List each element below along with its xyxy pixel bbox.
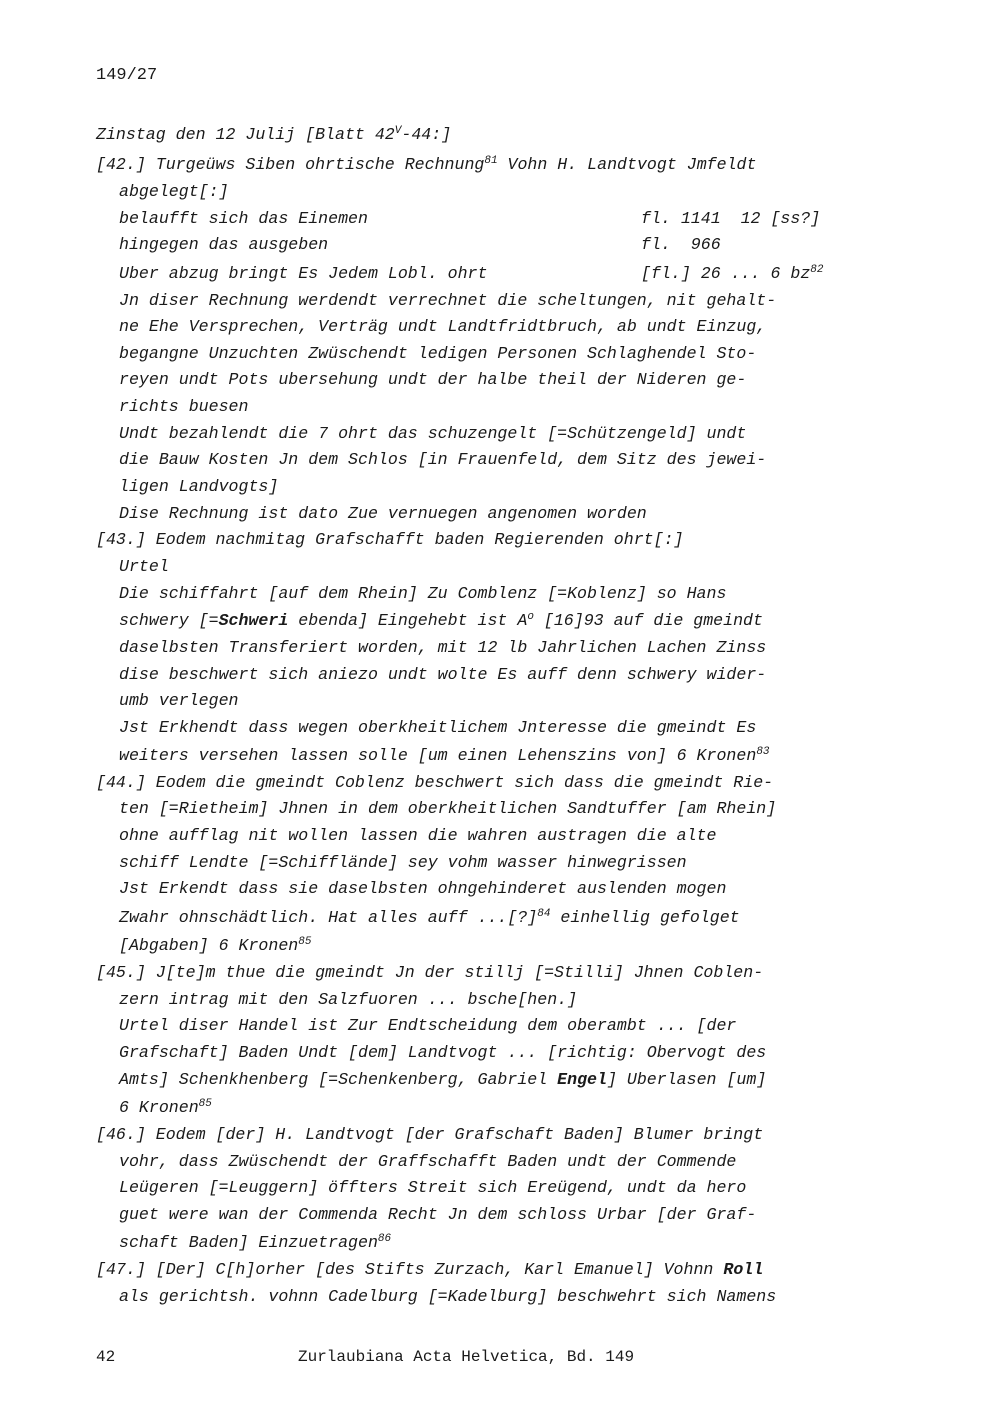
text-line: dise beschwert sich aniezo undt wolte Es auff denn schwery wider- [119,665,767,684]
text-line: Leügeren [=Leuggern] öffters Streit sich Ereügend, undt da hero [119,1178,747,1197]
text-line: Dise Rechnung ist dato Zue vernuegen angenomen worden [119,504,647,523]
text-line: Die schiffahrt [auf dem Rhein] Zu Comblenz [=Koblenz] so Hans [119,584,727,603]
page-reference: 149/27 [96,66,158,85]
text-line: weiters versehen lassen solle [um einen Lehenszins von] 6 Kronen$^{83}$ [119,746,770,765]
text-line: Jst Erkhendt dass wegen oberkheitlichem Jnteresse die gmeindt Es [119,718,757,737]
text-line: ohne aufflag nit wollen lassen die wahren austragen die alte [119,826,717,845]
entry-44-heading: [44.] Eodem die gmeindt Coblenz beschwert sich dass die gmeindt Rie- [96,773,774,792]
text-line: zern intrag mit den Salzfuoren ... bsche[hen.] [119,990,578,1009]
text-line: Urtel [119,557,169,576]
text-line: schiff Lendte [=Schifflände] sey vohm wasser hinwegrissen [119,853,687,872]
entry-46-heading: [46.] Eodem [der] H. Landtvogt [der Grafschaft Baden] Blumer bringt [96,1125,764,1144]
text-line: ligen Landvogts] [119,477,279,496]
text-line: Grafschaft] Baden Undt [dem] Landtvogt ... [richtig: Obervogt des [119,1043,767,1062]
text-line: ne Ehe Versprechen, Verträg undt Landtfridtbruch, ab undt Einzug, [119,317,767,336]
entry-47-heading: [47.] [Der] C[h]orher [des Stifts Zurzach, Karl Emanuel] Vohnn Roll [96,1260,764,1279]
text-line: als gerichtsh. vohnn Cadelburg [=Kadelburg] beschwehrt sich Namens [119,1287,777,1306]
ledger-label: belaufft sich das Einemen [119,209,368,228]
text-line: schwery [=Schweri ebenda] Eingehebt ist $A^o$ [16]93 auf die gmeindt [119,611,763,630]
ledger-amount: [fl.] 26 ... 6 $bz^{82}$ [641,264,824,283]
entry-45-heading: [45.] J[te]m thue die gmeindt Jn der stillj [=Stilli] Jhnen Coblen- [96,963,764,982]
ledger-amount: fl. 1141 12 [ss?] [641,209,821,228]
text-line: schaft Baden] Einzuetragen$^{86}$ [119,1233,392,1252]
text-line: reyen undt Pots ubersehung undt der halbe theil der Nideren ge- [119,370,747,389]
text-line: 6 Kronen$^{85}$ [119,1098,212,1117]
text-line: Undt bezahlendt die 7 ohrt das schuzengelt [=Schützengeld] undt [119,424,747,443]
text-line: daselbsten Transferiert worden, mit 12 lb Jahrlichen Lachen Zinss [119,638,767,657]
text-line: richts buesen [119,397,249,416]
text-line: die Bauw Kosten Jn dem Schlos [in Frauenfeld, dem Sitz des jewei- [119,450,767,469]
text-line: Amts] Schenkhenberg [=Schenkenberg, Gabriel Engel] Uberlasen [um] [119,1070,767,1089]
text-line: Jst Erkendt dass sie daselbsten ohngehinderet auslenden mogen [119,879,727,898]
date-heading: Zinstag den 12 Julij [Blatt $42^V-44$:] [96,125,452,144]
text-line: guet were wan der Commenda Recht Jn dem schloss Urbar [der Graf- [119,1205,757,1224]
ledger-label: Uber abzug bringt Es Jedem Lobl. ohrt [119,264,488,283]
text-line: Urtel diser Handel ist Zur Endtscheidung dem oberambt ... [der [119,1016,737,1035]
text-line: begangne Unzuchten Zwüschendt ledigen Personen Schlaghendel Sto- [119,344,757,363]
text-line: umb verlegen [119,691,239,710]
entry-43-heading: [43.] Eodem nachmitag Grafschafft baden Regierenden ohrt[:] [96,530,684,549]
text-line: Zwahr ohnschädtlich. Hat alles auff ...[?]$^{84}$ einhellig gefolget [119,908,740,927]
footer-page-number: 42 [96,1348,116,1366]
ledger-label: hingegen das ausgeben [119,235,329,254]
footer-series-title: Zurlaubiana Acta Helvetica, Bd. 149 [298,1348,635,1366]
entry-42-heading: [42.] Turgeüws Siben ohrtische Rechnung$^{81}$ Vohn H. Landtvogt Jmfeldt [96,155,757,174]
text-line: Jn diser Rechnung werdendt verrechnet die scheltungen, nit gehalt- [119,291,777,310]
ledger-amount: fl. 966 [641,235,721,254]
text-line: vohr, dass Zwüschendt der Graffschafft Baden undt der Commende [119,1152,737,1171]
text-line: ten [=Rietheim] Jhnen in dem oberkheitlichen Sandtuffer [am Rhein] [119,799,777,818]
text-line: abgelegt[:] [119,182,229,201]
text-line: [Abgaben] 6 Kronen$^{85}$ [119,936,312,955]
